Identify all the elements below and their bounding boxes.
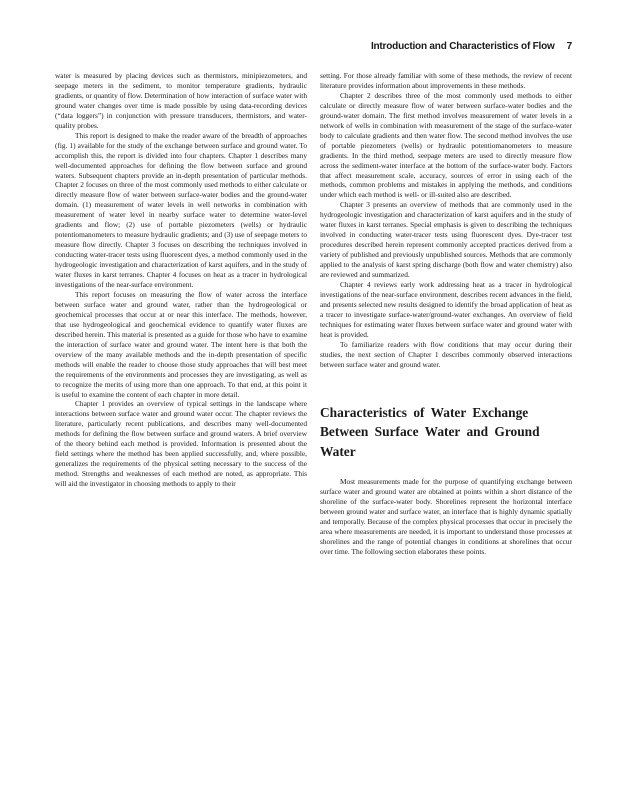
paragraph: Chapter 2 describes three of the most commonly used methods to either calculate or directly measure flow of water between surface-water bodies and the ground-water domain. The first method involves measurement of water levels in a network of wells in combination with measurement of the stage of the surface-water body to calculate gradients and then water flow. The second method involves the use of portable piezometers (wells) or hydraulic potentiomanometers to measure gradients. In the third method, seepage meters are used to directly measure flow across the sediment-water interface at the bottom of the surface-water body. Factors that affect measurement scale, accuracy, sources of error in using each of the methods, common problems and mistakes in applying the methods, and conditions under which each method is well- or ill-suited also are described. [320, 90, 572, 200]
right-column [320, 71, 572, 557]
section-heading: Characteristics of Water Exchange Between Surface Water and Ground Water [320, 404, 540, 459]
paragraph: Most measurements made for the purpose of quantifying exchange between surface water and ground water are obtained at points within a short distance of the shoreline of the surface-water body. Shorelines represent the horizontal interface between ground water and surface water, an interface that is highly dynamic spatially and temporally. Because of the complex physical processes that occur in precisely the area where measurements are needed, it is important to understand those processes at shorelines and the range of potential changes in conditions at shorelines that occur over time. The following section elaborates these points. [320, 477, 572, 556]
paragraph: Chapter 3 presents an overview of methods that are commonly used in the hydrogeologic investigation and characterization of karst aquifers and in the study of water fluxes in karst terranes. Special emphasis is given to describing the techniques involved in conducting water-tracer tests using fluorescent dyes. Dye-tracer test procedures described herein represent commonly accepted practices derived from a variety of published and previously unpublished sources. Methods that are commonly applied to the analysis of karst spring discharge (both flow and water chemistry) also are reviewed and summarized. [320, 200, 572, 280]
paragraph: water is measured by placing devices such as thermistors, minipiezometers, and seepage meters in the sediment, to monitor temperature gradients, hydraulic gradients, or quantity of flow. Determination of how interaction of surface water with ground water changes over time is made possible by using data-recording devices (“data loggers”) in conjunction with pressure transducers, thermistors, and water-quality probes. [55, 71, 307, 130]
left-column [55, 71, 307, 489]
paragraph: This report is designed to make the reader aware of the breadth of approaches (fig. 1) available for the study of the exchange between surface and ground water. To accomplish this, the report is divided into four chapters. Chapter 1 describes many well-documented approaches for defining the flow between surface and ground waters. Subsequent chapters provide an in-depth presentation of particular methods. Chapter 2 focuses on three of the most commonly used methods to either calculate or directly measure flow of water between surface-water bodies and the ground-water domain. (1) measurement of water levels in well networks in combination with measurement of water level in nearby surface water to determine water-level gradients and flow; (2) use of portable piezometers (wells) or hydraulic potentiomanometers to measure hydraulic gradients; and (3) use of seepage meters to measure flow directly. Chapter 3 focuses on describing the techniques involved in conducting water-tracer tests using fluorescent dyes, a method commonly used in the hydrogeologic investigation and characterization of karst aquifers, and in the study of water fluxes in karst terranes. Chapter 4 focuses on heat as a tracer in hydrological investigations of the near-surface environment. [55, 130, 307, 290]
running-header [371, 41, 572, 52]
paragraph: This report focuses on measuring the flow of water across the interface between surface water and ground water, rather than the hydrogeological or geochemical processes that occur at or near this interface. The methods, however, that use hydrogeological and geochemical evidence to quantify water fluxes are described herein. This material is presented as a guide for those who have to examine the interaction of surface water and ground water. The intent here is that both the overview of the many available methods and the in-depth presentation of specific methods will enable the reader to choose those study approaches that will best meet the requirements of the environments and processes they are investigating, as well as to recognize the merits of using more than one approach. To that end, at this point it is useful to examine the content of each chapter in more detail. [55, 289, 307, 399]
paragraph: setting. For those already familiar with some of these methods, the review of recent literature provides information about improvements in these methods. [320, 71, 572, 90]
paragraph: Chapter 4 reviews early work addressing heat as a tracer in hydrological investigations of the near-surface environment, describes recent advances in the field, and presents selected new results designed to identify the broad application of heat as a tracer to investigate surface-water/ground-water exchanges. An overview of field techniques for estimating water fluxes between surface water and ground water with heat is provided. [320, 280, 572, 339]
page-number: 7 [566, 41, 572, 52]
paragraph: To familiarize readers with flow conditions that may occur during their studies, the next section of Chapter 1 describes commonly observed interactions between surface water and ground water. [320, 339, 572, 369]
running-header-title: Introduction and Characteristics of Flow [370, 41, 555, 52]
paragraph: Chapter 1 provides an overview of typical settings in the landscape where interactions between surface water and ground water occur. The chapter reviews the literature, particularly recent publications, and describes many well-documented methods for defining the flow between surface and ground waters. A brief overview of the theory behind each method is provided. Information is presented about the field settings where the method has been applied successfully, and, where possible, generalizes the requirements of the physical setting necessary to the success of the method. Strengths and weaknesses of each method are noted, as appropriate. This will aid the investigator in choosing methods to apply to their [55, 399, 307, 489]
